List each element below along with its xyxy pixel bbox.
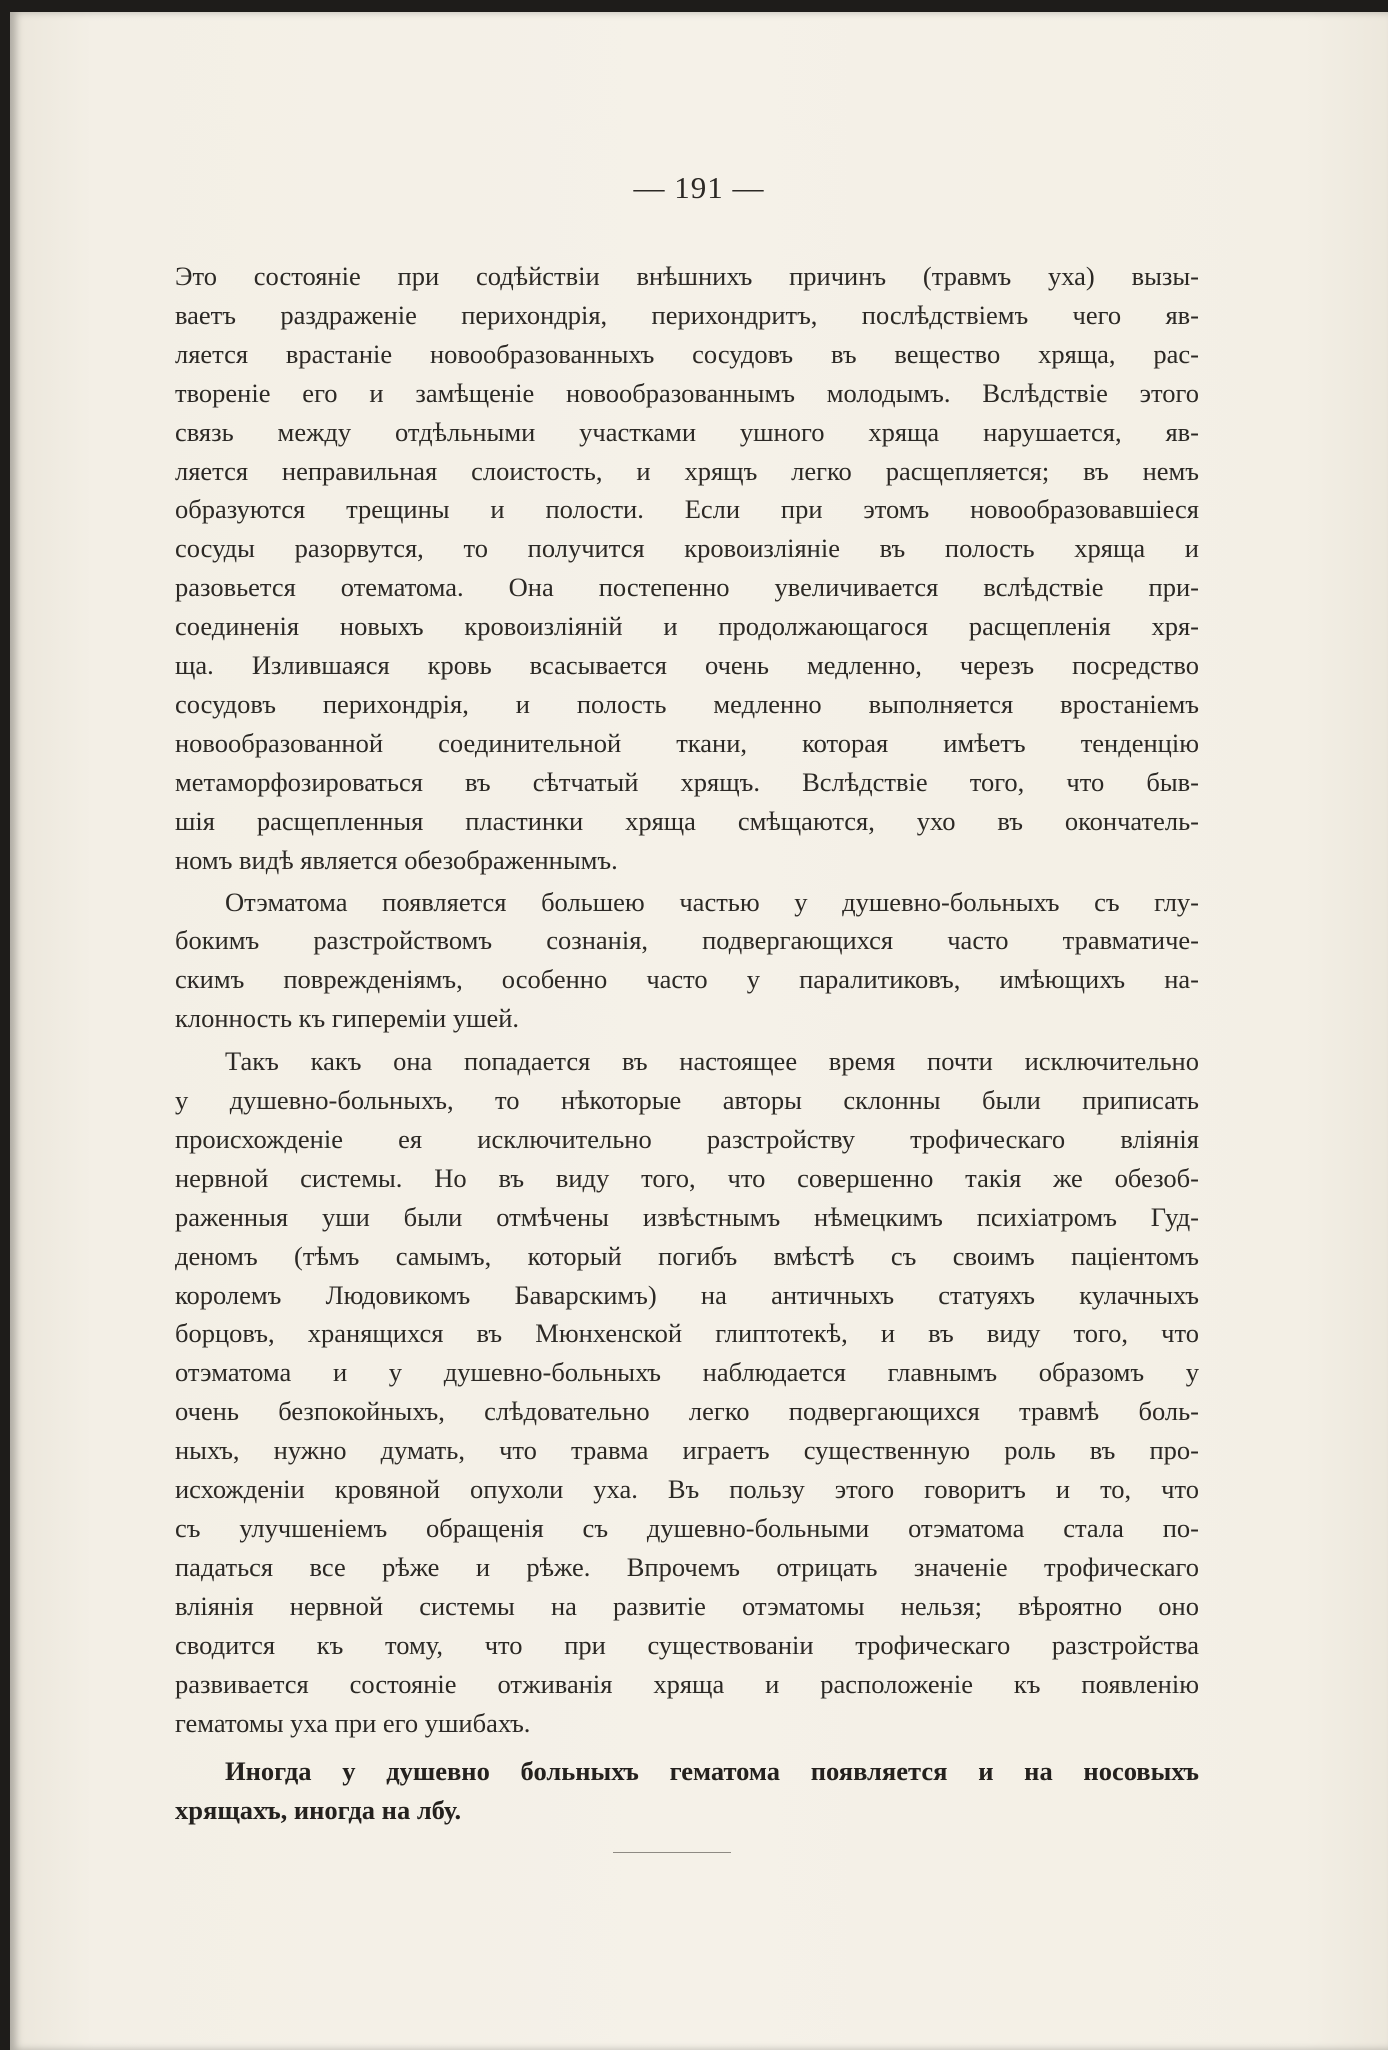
text-line: у душевно-больныхъ, то нѣкоторые авторы склонны были приписать (175, 1085, 1199, 1116)
text-line: метаморфозироваться въ сѣтчатый хрящъ. Вслѣдствiе того, что быв- (175, 766, 1199, 797)
text-line: нервной системы. Но въ виду того, что совершенно такiя же обезоб- (175, 1162, 1199, 1193)
text-line: хрящахъ, иногда на лбу. (175, 1795, 462, 1826)
text-line: творенiе его и замѣщенiе новообразованнымъ молодымъ. Вслѣдствiе этого (175, 377, 1199, 408)
text-line: отэматома и у душевно-больныхъ наблюдается главнымъ образомъ у (175, 1357, 1199, 1388)
text-line: номъ видѣ является обезображеннымъ. (175, 844, 618, 875)
text-line: бокимъ разстройствомъ сознанiя, подвергающихся часто травматиче- (175, 925, 1199, 956)
paragraph-1 (175, 257, 1199, 880)
text-line: Отэматома появляется большею частью у душевно-больныхъ съ глу- (225, 886, 1199, 917)
text-line: борцовъ, хранящихся въ Мюнхенской глиптотекѣ, и въ виду того, что (175, 1318, 1199, 1349)
text-line: Иногда у душевно больныхъ гематома появляется и на носовыхъ (225, 1756, 1199, 1787)
text-line: сосудовъ перихондрiя, и полость медленно выполняется вростанiемъ (175, 688, 1199, 719)
text-line: ща. Излившаяся кровь всасывается очень медленно, черезъ посредство (175, 650, 1199, 681)
text-line: очень безпокойныхъ, слѣдовательно легко подвергающихся травмѣ боль- (175, 1396, 1199, 1427)
text-line: Это состоянiе при содѣйствiи внѣшнихъ причинъ (травмъ уха) вызы- (175, 261, 1199, 291)
text-line: Такъ какъ она попадается въ настоящее время почти исключительно (225, 1046, 1199, 1077)
text-line: клонность къ гиперемiи ушей. (175, 1003, 520, 1034)
book-page (10, 12, 1388, 2050)
text-line: скимъ поврежденiямъ, особенно часто у паралитиковъ, имѣющихъ на- (175, 964, 1199, 995)
text-line: падаться все рѣже и рѣже. Впрочемъ отрицать значенiе трофическаго (175, 1551, 1199, 1582)
text-line: шiя расщепленныя пластинки хряща смѣщаются, ухо въ окончатель- (175, 805, 1199, 836)
body-text (175, 257, 1199, 1830)
text-line: съ улучшенiемъ обращенiя съ душевно-больными отэматома стала по- (175, 1513, 1199, 1543)
end-rule (613, 1852, 731, 1853)
paragraph-3 (175, 1042, 1199, 1742)
text-line: новообразованной соединительной ткани, которая имѣетъ тенденцiю (175, 727, 1199, 758)
text-line: ляется врастанiе новообразованныхъ сосудовъ въ вещество хряща, рас- (175, 338, 1199, 369)
text-line: королемъ Людовикомъ Баварскимъ) на античныхъ статуяхъ кулачныхъ (175, 1279, 1199, 1310)
text-line: ваетъ раздраженiе перихондрiя, перихондритъ, послѣдствiемъ чего яв- (175, 299, 1199, 330)
page-number: — 191 — (633, 170, 765, 205)
paragraph-2 (175, 883, 1199, 1039)
text-line: связь между отдѣльными участками ушного хряща нарушается, яв- (175, 416, 1199, 447)
text-line: раженныя уши были отмѣчены извѣстнымъ нѣмецкимъ психiатромъ Гуд- (175, 1201, 1199, 1232)
text-line: сводится къ тому, что при существованiи трофическаго разстройства (175, 1629, 1199, 1660)
text-line: развивается состоянiе отживанiя хряща и расположенiе къ появленiю (175, 1668, 1199, 1699)
text-line: деномъ (тѣмъ самымъ, который погибъ вмѣстѣ съ своимъ пацiентомъ (175, 1240, 1199, 1271)
text-line: разовьется отематома. Она постепенно увеличивается вслѣдствiе при- (175, 572, 1199, 603)
text-line: влiянiя нервной системы на развитiе отэматомы нельзя; вѣроятно оно (175, 1590, 1199, 1621)
text-line: гематомы уха при его ушибахъ. (175, 1707, 531, 1738)
text-line: образуются трещины и полости. Если при этомъ новообразовавшiеся (175, 494, 1199, 525)
text-line: сосуды разорвутся, то получится кровоизлiянiе въ полость хряща и (175, 533, 1199, 564)
text-line: ляется неправильная слоистость, и хрящъ легко расщепляется; въ немъ (175, 455, 1199, 486)
text-line: происхожденiе ея исключительно разстройству трофическаго влiянiя (175, 1123, 1199, 1154)
text-line: соединенiя новыхъ кровоизлiянiй и продолжающагося расщепленiя хря- (175, 611, 1199, 642)
text-line: ныхъ, нужно думать, что травма играетъ существенную роль въ про- (175, 1435, 1199, 1466)
paragraph-4 (175, 1752, 1199, 1830)
text-line: исхожденiи кровяной опухоли уха. Въ пользу этого говоритъ и то, что (175, 1474, 1199, 1505)
